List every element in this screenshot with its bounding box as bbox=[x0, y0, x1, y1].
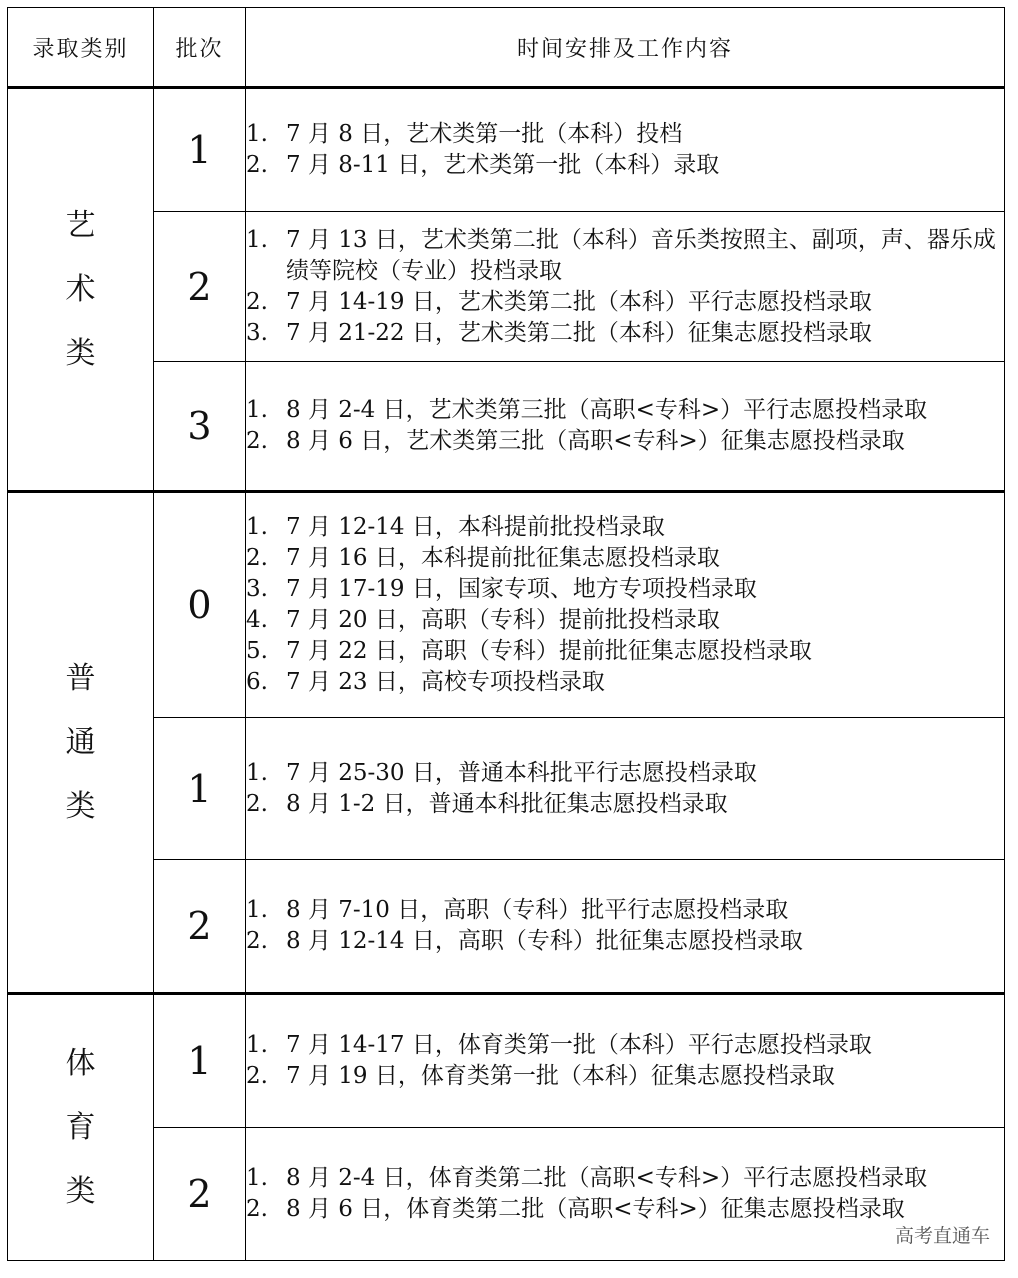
schedule-items-cell bbox=[246, 88, 1005, 212]
batch-number: 2 bbox=[154, 860, 246, 994]
schedule-row bbox=[8, 994, 1005, 1128]
item-number: 2. bbox=[246, 928, 268, 954]
schedule-item bbox=[246, 225, 1004, 287]
category-char: 体 bbox=[65, 1045, 96, 1081]
category-cell bbox=[8, 994, 154, 1261]
category-char: 类 bbox=[65, 335, 96, 371]
item-text: 7 月 21-22 日，艺术类第二批（本科）征集志愿投档录取 bbox=[286, 319, 872, 346]
item-number: 2. bbox=[246, 288, 268, 315]
item-text: 8 月 6 日，体育类第二批（高职<专科>）征集志愿投档录取 bbox=[286, 1196, 905, 1222]
schedule-item bbox=[246, 287, 1004, 318]
item-text: 7 月 19 日，体育类第一批（本科）征集志愿投档录取 bbox=[286, 1063, 835, 1089]
item-text: 7 月 17-19 日，国家专项、地方专项投档录取 bbox=[286, 576, 757, 602]
schedule-items-cell bbox=[246, 212, 1005, 362]
batch-number: 1 bbox=[154, 718, 246, 860]
item-text: 8 月 12-14 日，高职（专科）批征集志愿投档录取 bbox=[286, 928, 803, 954]
schedule-item bbox=[246, 789, 1004, 820]
item-text: 7 月 16 日，本科提前批征集志愿投档录取 bbox=[286, 545, 720, 571]
item-text: 7 月 23 日，高校专项投档录取 bbox=[286, 669, 605, 695]
category-cell bbox=[8, 492, 154, 994]
schedule-row bbox=[8, 362, 1005, 492]
schedule-item bbox=[246, 512, 1004, 543]
schedule-item bbox=[246, 426, 1004, 457]
header-content: 时间安排及工作内容 bbox=[246, 8, 1005, 88]
item-text: 8 月 1-2 日，普通本科批征集志愿投档录取 bbox=[286, 790, 728, 817]
schedule-row bbox=[8, 88, 1005, 212]
category-char: 艺 bbox=[65, 207, 96, 243]
batch-number: 2 bbox=[154, 1128, 246, 1261]
item-number: 1. bbox=[246, 1165, 268, 1191]
header-batch: 批次 bbox=[154, 8, 246, 88]
schedule-row bbox=[8, 860, 1005, 994]
schedule-items-cell bbox=[246, 492, 1005, 718]
item-text: 8 月 6 日，艺术类第三批（高职<专科>）征集志愿投档录取 bbox=[286, 428, 905, 454]
item-text: 7 月 12-14 日，本科提前批投档录取 bbox=[286, 514, 665, 540]
item-number: 1. bbox=[246, 397, 268, 423]
category-cell bbox=[8, 88, 154, 492]
schedule-item bbox=[246, 1194, 1004, 1225]
item-number: 4. bbox=[246, 607, 268, 633]
item-text: 7 月 13 日，艺术类第二批（本科）音乐类按照主、副项，声、器乐成绩等院校（专业）投档录取 bbox=[286, 226, 996, 284]
item-number: 3. bbox=[246, 576, 268, 602]
item-text: 8 月 7-10 日，高职（专科）批平行志愿投档录取 bbox=[286, 897, 789, 923]
schedule-item bbox=[246, 926, 1004, 957]
batch-number: 1 bbox=[154, 88, 246, 212]
item-text: 8 月 2-4 日，艺术类第三批（高职<专科>）平行志愿投档录取 bbox=[286, 397, 928, 423]
item-number: 1. bbox=[246, 897, 268, 923]
schedule-items-cell bbox=[246, 994, 1005, 1128]
item-text: 7 月 25-30 日，普通本科批平行志愿投档录取 bbox=[286, 759, 757, 786]
item-number: 5. bbox=[246, 638, 268, 664]
item-text: 7 月 14-19 日，艺术类第二批（本科）平行志愿投档录取 bbox=[286, 288, 872, 315]
item-number: 2. bbox=[246, 428, 268, 454]
schedule-row bbox=[8, 718, 1005, 860]
schedule-row bbox=[8, 1128, 1005, 1261]
admission-schedule-table bbox=[7, 7, 1005, 1261]
category-char: 术 bbox=[65, 271, 96, 307]
schedule-body bbox=[8, 88, 1005, 1261]
schedule-item bbox=[246, 395, 1004, 426]
schedule-item bbox=[246, 119, 1004, 150]
category-char: 通 bbox=[65, 724, 96, 760]
schedule-item bbox=[246, 605, 1004, 636]
schedule-item bbox=[246, 1163, 1004, 1194]
item-number: 1. bbox=[246, 1032, 268, 1058]
item-number: 1. bbox=[246, 514, 268, 540]
item-number: 2. bbox=[246, 1196, 268, 1222]
schedule-item bbox=[246, 574, 1004, 605]
batch-number: 3 bbox=[154, 362, 246, 492]
schedule-row bbox=[8, 492, 1005, 718]
item-number: 2. bbox=[246, 545, 268, 571]
batch-number: 1 bbox=[154, 994, 246, 1128]
schedule-item bbox=[246, 758, 1004, 789]
header-row bbox=[8, 8, 1005, 88]
item-text: 7 月 22 日，高职（专科）提前批征集志愿投档录取 bbox=[286, 638, 812, 664]
schedule-row bbox=[8, 212, 1005, 362]
item-number: 2. bbox=[246, 1063, 268, 1089]
schedule-item bbox=[246, 667, 1004, 698]
schedule-item bbox=[246, 150, 1004, 181]
batch-number: 0 bbox=[154, 492, 246, 718]
schedule-items-cell bbox=[246, 718, 1005, 860]
item-number: 6. bbox=[246, 669, 268, 695]
item-number: 2. bbox=[246, 790, 268, 817]
item-number: 2. bbox=[246, 152, 268, 178]
schedule-item bbox=[246, 543, 1004, 574]
schedule-items-cell bbox=[246, 1128, 1005, 1261]
schedule-item bbox=[246, 895, 1004, 926]
schedule-item bbox=[246, 318, 1004, 349]
item-number: 1. bbox=[246, 759, 268, 786]
item-text: 8 月 2-4 日，体育类第二批（高职<专科>）平行志愿投档录取 bbox=[286, 1165, 928, 1191]
category-char: 普 bbox=[65, 660, 96, 696]
schedule-items-cell bbox=[246, 362, 1005, 492]
watermark: 高考直通车 bbox=[894, 1225, 990, 1247]
schedule-item bbox=[246, 1061, 1004, 1092]
schedule-items-cell bbox=[246, 860, 1005, 994]
item-text: 7 月 8-11 日，艺术类第一批（本科）录取 bbox=[286, 152, 720, 178]
category-char: 类 bbox=[65, 1173, 96, 1209]
item-text: 7 月 14-17 日，体育类第一批（本科）平行志愿投档录取 bbox=[286, 1032, 872, 1058]
category-char: 类 bbox=[65, 788, 96, 824]
item-number: 1. bbox=[246, 226, 268, 253]
schedule-item bbox=[246, 636, 1004, 667]
batch-number: 2 bbox=[154, 212, 246, 362]
item-text: 7 月 20 日，高职（专科）提前批投档录取 bbox=[286, 607, 720, 633]
header-category: 录取类别 bbox=[8, 8, 154, 88]
schedule-item bbox=[246, 1030, 1004, 1061]
category-char: 育 bbox=[65, 1109, 96, 1145]
item-text: 7 月 8 日，艺术类第一批（本科）投档 bbox=[286, 121, 683, 147]
item-number: 3. bbox=[246, 319, 268, 346]
item-number: 1. bbox=[246, 121, 268, 147]
